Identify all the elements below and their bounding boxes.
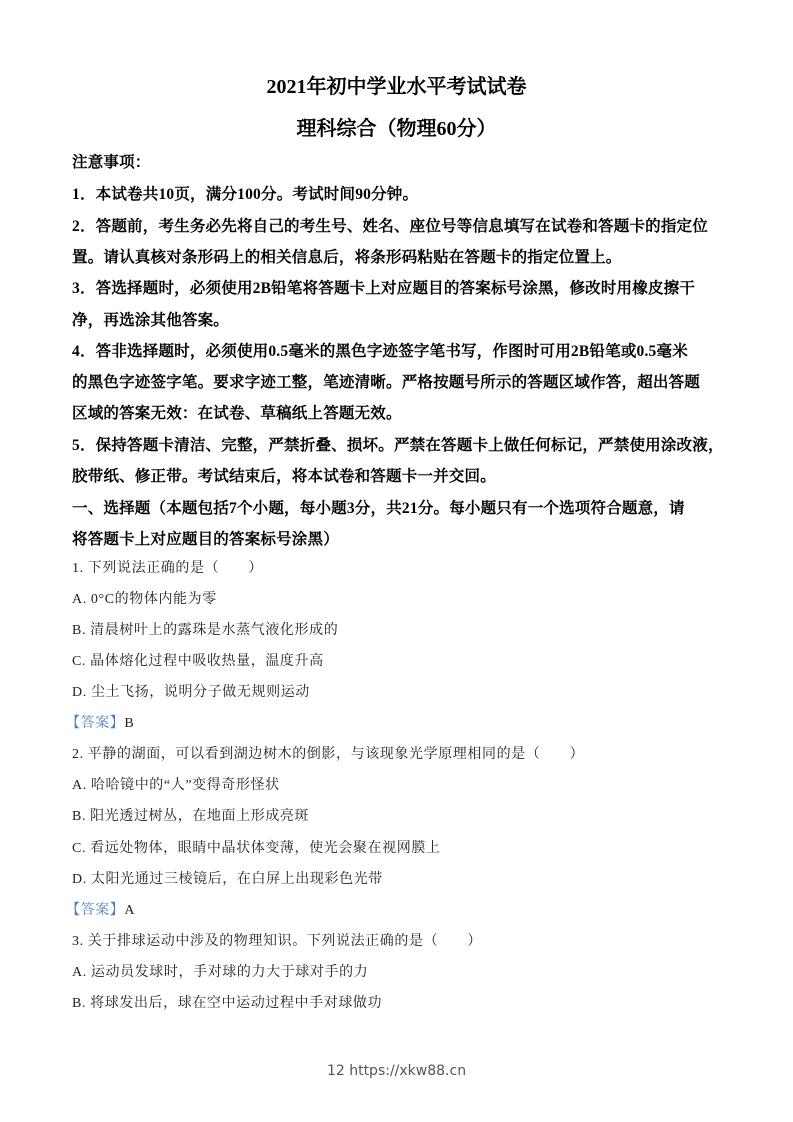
notice-line: 胶带纸、修正带。考试结束后，将本试卷和答题卡一并交回。	[72, 468, 496, 485]
question-1-option-b: B. 清晨树叶上的露珠是水蒸气液化形成的	[72, 623, 339, 638]
notice-heading: 注意事项：	[72, 154, 151, 171]
question-3-option-b: B. 将球发出后，球在空中运动过程中手对球做功	[72, 996, 383, 1011]
notice-line: 1．本试卷共10页，满分100分。考试时间90分钟。	[72, 186, 419, 203]
notice-line: 置。请认真核对条形码上的相关信息后，将条形码粘贴在答题卡的指定位置上。	[72, 249, 622, 266]
notice-line: 5．保持答题卡清洁、完整，严禁折叠、损坏。严禁在答题卡上做任何标记，严禁使用涂改液，	[72, 437, 724, 454]
question-1-stem: 1. 下列说法正确的是（ ）	[72, 561, 263, 576]
notice-line: 的黑色字迹签字笔。要求字迹工整，笔迹清晰。严格按题号所示的答题区域作答，超出答题	[72, 374, 701, 391]
notice-line: 2．答题前，考生务必先将自己的考生号、姓名、座位号等信息填写在试卷和答题卡的指定位	[72, 218, 708, 235]
question-2-stem: 2. 平静的湖面，可以看到湖边树木的倒影，与该现象光学原理相同的是（ ）	[72, 747, 585, 762]
question-1-option-c: C. 晶体熔化过程中吸收热量，温度升高	[72, 654, 324, 669]
question-1-option-d: D. 尘土飞扬，说明分子做无规则运动	[72, 685, 310, 700]
question-3-option-a: A. 运动员发球时，手对球的力大于球对手的力	[72, 965, 369, 980]
answer-value: A	[124, 903, 136, 918]
question-2-option-a: A. 哈哈镜中的“人”变得奇形怪状	[72, 778, 280, 793]
question-1-option-a: A. 0°C的物体内能为零	[72, 592, 217, 607]
question-2-option-d: D. 太阳光通过三棱镜后，在白屏上出现彩色光带	[72, 872, 383, 887]
notice-line: 净，再选涂其他答案。	[72, 312, 230, 329]
section-heading-cont: 将答题卡上对应题目的答案标号涂黑）	[72, 531, 339, 548]
question-2-option-c: C. 看远处物体，眼睛中晶状体变薄，使光会聚在视网膜上	[72, 841, 441, 856]
answer-tag: 【答案】	[66, 716, 125, 731]
notice-line: 3．答选择题时，必须使用2B铅笔将答题卡上对应题目的答案标号涂黑，修改时用橡皮擦干	[72, 280, 696, 297]
question-2-option-b: B. 阳光透过树丛，在地面上形成亮斑	[72, 809, 310, 824]
answer-value: B	[124, 716, 135, 731]
question-2-answer	[66, 899, 135, 919]
question-1-answer	[66, 712, 134, 732]
exam-title: 2021年初中学业水平考试试卷	[266, 76, 527, 98]
section-heading: 一、选择题（本题包括7个小题，每小题3分，共21分。每小题只有一个选项符合题意，请	[72, 500, 685, 517]
notice-line: 区域的答案无效：在试卷、草稿纸上答题无效。	[72, 405, 402, 422]
exam-subtitle: 理科综合（物理60分）	[296, 118, 497, 140]
answer-tag: 【答案】	[66, 903, 125, 918]
question-3-stem: 3. 关于排球运动中涉及的物理知识。下列说法正确的是（ ）	[72, 934, 482, 949]
notice-line: 4．答非选择题时，必须使用0.5毫米的黑色字迹签字笔书写，作图时可用2B铅笔或0.5毫米	[72, 343, 688, 360]
page-footer: 12 https://xkw88.cn	[326, 1063, 467, 1079]
